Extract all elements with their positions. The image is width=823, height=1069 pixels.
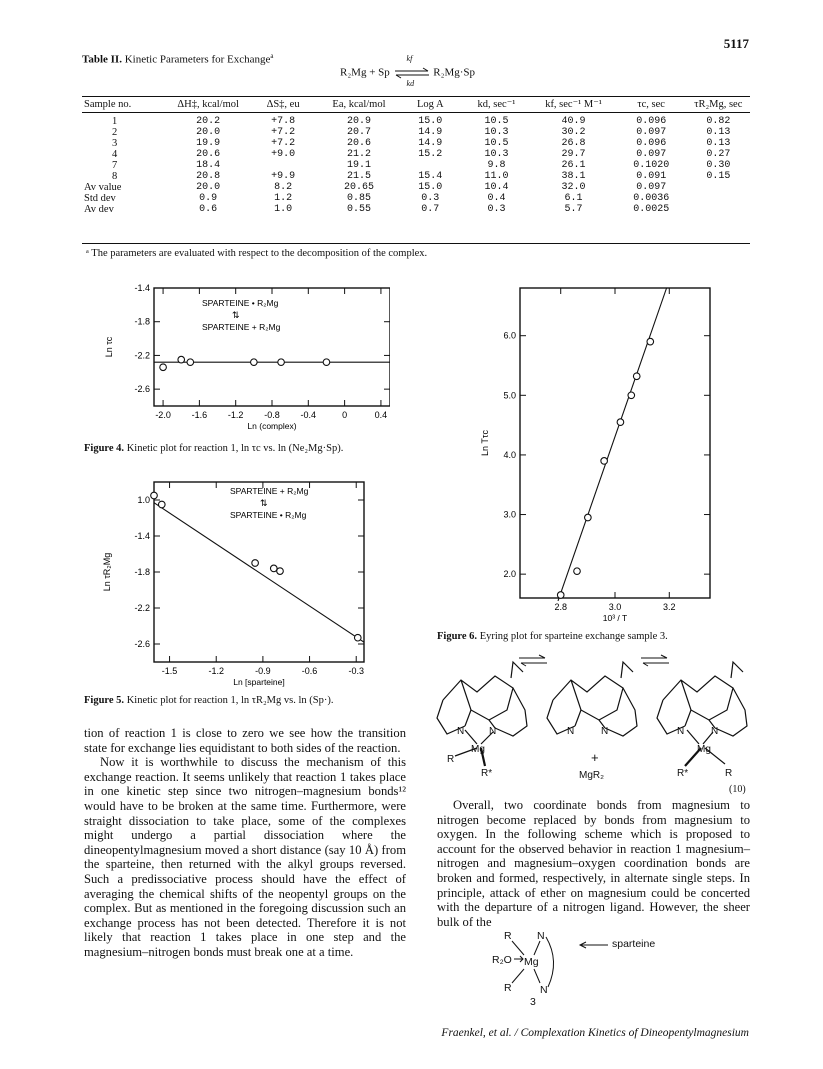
figure-5-caption-text: Kinetic plot for reaction 1, ln τR₂Mg vs. ln (Sp·). [126, 695, 334, 706]
table-cell: 4 [112, 149, 118, 160]
table-cell: +7.8 [271, 116, 296, 127]
table-cell: 0.9 [199, 193, 218, 204]
figure6-data-point [601, 458, 608, 465]
table-cell: 0.85 [346, 193, 371, 204]
figure5-ytick-label: -2.2 [134, 603, 150, 613]
figure6-xtick-label: 2.8 [554, 602, 567, 612]
figure6-xtick-label: 3.0 [608, 602, 622, 612]
table-cell: 21.2 [346, 149, 371, 160]
figure-6-label: Figure 6. [437, 631, 478, 642]
table-cell: 0.1020 [633, 160, 670, 171]
table-body [82, 113, 750, 216]
left-paragraph-2: Now it is worthwhile to discuss the mechanism of this exchange reaction. It seems unlikely that reaction 1 takes place in one kinetic step since two nitrogen–magnesium bonds¹² would have to be broken at the same time. Furthermore, were straight dissociation to take place, some of the complexes might undergo a partial dissociation where the dineopentylmagnesium moved a short distance (say 10 Å) from the sparteine, then returned with the alkyl groups reversed. Such a predissociative process should have the effect of averaging the chemical shifts of the neopentyl groups on the complex. But as mentioned in the foregoing discussion such an exchange process has not been detected. Therefore it is not likely that reaction 1 takes place in one step and the magnesium–nitrogen bonds must break one at a time. [84, 755, 406, 959]
figure6-data-point [574, 568, 581, 575]
table-cell: 0.096 [636, 116, 667, 127]
table-cell: 10.3 [484, 127, 509, 138]
reaction-left: R₂Mg + Sp [340, 66, 390, 79]
scheme3-n-bottom: N [540, 984, 548, 996]
figure6-ytick-label: 5.0 [503, 390, 516, 401]
scheme10-n-4: N [601, 726, 609, 737]
figure4-legend-bottom: SPARTEINE + R₂Mg [202, 322, 281, 332]
table-cell: 0.0025 [633, 204, 670, 215]
table-cell: 26.1 [561, 160, 586, 171]
table-cell: 20.2 [196, 116, 221, 127]
figure5-fit-line [154, 503, 364, 643]
figure6-ytick-label: 6.0 [503, 330, 516, 341]
table-cell: 0.4 [487, 193, 506, 204]
table-row [82, 182, 750, 193]
table-cell: 10.5 [484, 116, 509, 127]
scheme10-rstar-2: R* [677, 768, 689, 779]
figure6-xlabel: 10³ / T [602, 613, 628, 623]
reaction-kf: kf [406, 54, 413, 63]
figure-4-caption-text: Kinetic plot for reaction 1, ln τc vs. ln (Ne₂Mg·Sp). [126, 443, 344, 454]
figure4-xtick-label: 0 [342, 410, 348, 420]
figure5-data-point [252, 560, 259, 567]
figure-5-caption [84, 695, 333, 706]
table-header-cell: τR₂Mg, sec [687, 99, 750, 113]
table-cell: 9.8 [487, 160, 506, 171]
table-cell: 30.2 [561, 127, 586, 138]
table-cell: 0.13 [706, 138, 731, 149]
table-cell: +7.2 [271, 138, 296, 149]
table-cell: 15.4 [418, 171, 443, 182]
table-header-cell: Ea, kcal/mol [319, 99, 399, 113]
table-cell: 0.097 [636, 182, 667, 193]
table-caption [82, 52, 274, 66]
table-cell: 0.55 [346, 204, 371, 215]
table-cell: 10.4 [484, 182, 509, 193]
figure4-ytick-label: -2.2 [134, 350, 150, 361]
table-cell: 0.30 [706, 160, 731, 171]
figure4-xtick-label: 0.4 [374, 410, 388, 420]
equilibrium-arrows-icon [519, 655, 669, 666]
figure6-data-point [647, 338, 654, 345]
table-cell: 1 [112, 116, 118, 127]
table-cell: 29.7 [561, 149, 586, 160]
table-cell: 0.3 [487, 204, 506, 215]
figure4-xtick-label: -0.8 [264, 410, 280, 420]
table-reaction [340, 54, 476, 88]
scheme10-n-3: N [567, 726, 575, 737]
table-cell: 0.15 [706, 171, 731, 182]
scheme3-mg: Mg [524, 956, 539, 968]
table-row [82, 171, 750, 182]
table-cell: 20.7 [346, 127, 371, 138]
figure4-data-point [187, 359, 194, 366]
table-cell: 14.9 [418, 138, 443, 149]
figure5-data-point [277, 568, 284, 575]
figure5-data-point [354, 634, 361, 641]
table-cell: 20.0 [196, 182, 221, 193]
figure5-ytick-label: -2.6 [134, 639, 150, 649]
figure6-frame [520, 288, 710, 598]
scheme-10-structures [425, 648, 755, 798]
scheme10-mgr2: MgR₂ [579, 770, 604, 781]
figure4-legend-top: SPARTEINE • R₂Mg [202, 298, 279, 308]
table-cell [687, 182, 750, 193]
right-column-text [437, 798, 750, 929]
figure5-xtick-label: -0.9 [255, 666, 271, 676]
table-cell: 11.0 [484, 171, 509, 182]
page-number: 5117 [723, 36, 749, 51]
table-header-cell: kd, sec⁻¹ [462, 99, 532, 113]
table-row [82, 160, 750, 171]
scheme10-plus: + [591, 750, 599, 765]
scheme10-n-1: N [457, 726, 465, 737]
table-cell: 6.1 [564, 193, 583, 204]
scheme3-n-top: N [537, 930, 545, 942]
scheme3-r-top: R [504, 930, 512, 942]
left-column-text [84, 726, 406, 960]
table-cell: 0.091 [636, 171, 667, 182]
scheme3-r2o: R₂O [492, 954, 512, 966]
scheme10-n-5: N [677, 726, 685, 737]
equilibrium-arrow-icon [393, 66, 431, 80]
table-cell: 0.27 [706, 149, 731, 160]
table-cell: 0.096 [636, 138, 667, 149]
table-header-cell: kf, sec⁻¹ M⁻¹ [531, 99, 615, 113]
table-header-row [82, 99, 750, 113]
figure5-data-point [158, 501, 165, 508]
figure6-xtick-label: 3.2 [663, 602, 676, 612]
figure4-data-point [278, 359, 285, 366]
figure-5-plot [90, 472, 390, 694]
figure4-ytick-label: -2.6 [134, 384, 150, 395]
scheme10-n-2: N [489, 726, 497, 737]
table-bottom-rule [82, 243, 750, 244]
table-cell: 2 [112, 127, 118, 138]
table-cell: 1.0 [274, 204, 293, 215]
scheme-3-number: 3 [530, 996, 536, 1005]
kinetic-parameters-table [82, 99, 750, 215]
figure5-data-point [270, 565, 277, 572]
table-cell: 19.9 [196, 138, 221, 149]
table-row [82, 138, 750, 149]
figure4-ytick-label: -1.8 [134, 316, 150, 327]
table-cell: 20.6 [346, 138, 371, 149]
table-cell: +7.2 [271, 127, 296, 138]
table-cell: 18.4 [196, 160, 221, 171]
figure5-xlabel: Ln [sparteine] [233, 677, 285, 687]
table-header-cell: Log A [399, 99, 462, 113]
figure4-ytick-label: -1.4 [134, 283, 150, 293]
table-cell: 8.2 [274, 182, 293, 193]
figure5-ylabel: Ln τR₂Mg [102, 552, 112, 592]
figure5-ytick-label: -1.4 [134, 531, 150, 541]
table-cell: 26.8 [561, 138, 586, 149]
table-cell: 0.6 [199, 204, 218, 215]
table-row [82, 204, 750, 215]
figure5-xtick-label: -0.3 [348, 666, 364, 676]
figure-6-plot [470, 278, 720, 628]
figure4-legend-arrow: ⇅ [232, 310, 240, 320]
table-cell: 38.1 [561, 171, 586, 182]
table-cell: +9.0 [271, 149, 296, 160]
scheme10-r-2: R [725, 768, 733, 779]
figure4-xtick-label: -1.2 [227, 410, 244, 420]
table-cell: 0.13 [706, 127, 731, 138]
figure4-xtick-label: -1.6 [191, 410, 208, 420]
figure5-legend-bottom: SPARTEINE • R₂Mg [230, 510, 307, 520]
table-cell: 0.82 [706, 116, 731, 127]
table-cell: 15.2 [418, 149, 443, 160]
table-cell: 0.7 [421, 204, 440, 215]
table-cell: 21.5 [346, 171, 371, 182]
table-cell [687, 193, 750, 204]
figure6-ytick-label: 4.0 [503, 449, 516, 460]
figure6-data-point [557, 592, 564, 599]
scheme10-r-1: R [447, 754, 455, 765]
figure4-xlabel: Ln (complex) [247, 421, 297, 431]
table-footnote: ᵃ The parameters are evaluated with respect to the decomposition of the complex. [86, 248, 428, 259]
figure6-ytick-label: 3.0 [503, 509, 516, 520]
figure5-xtick-label: -0.6 [301, 666, 318, 676]
table-cell: 14.9 [418, 127, 443, 138]
table-title: Kinetic Parameters for Exchange [124, 53, 271, 66]
table-cell: 1.2 [274, 193, 293, 204]
reaction-kd: kd [406, 79, 415, 88]
left-paragraph-1: tion of reaction 1 is close to zero we see how the transition state for exchange lies equidistant to both sides of the reaction. [84, 726, 406, 755]
figure5-xtick-label: -1.5 [161, 666, 178, 676]
figure5-legend-top: SPARTEINE + R₂Mg [230, 486, 309, 496]
table-cell: 0.0036 [633, 193, 670, 204]
scheme10-rstar-1: R* [481, 768, 493, 779]
page-footer: Fraenkel, et al. / Complexation Kinetics of Dineopentylmagnesium [441, 1027, 749, 1039]
figure-6-caption-text: Eyring plot for sparteine exchange sample 3. [479, 631, 668, 642]
equilibrium-arrows [393, 54, 431, 88]
figure5-legend-arrow: ⇅ [260, 498, 268, 508]
sparteine-center-icon [547, 662, 637, 736]
figure6-data-point [628, 392, 635, 399]
table-cell: 19.1 [346, 160, 371, 171]
scheme10-n-6: N [711, 726, 719, 737]
figure6-data-point [585, 514, 592, 521]
figure4-data-point [160, 364, 167, 371]
figure-4-caption [84, 443, 343, 454]
table-title-note: a [270, 52, 274, 60]
table-cell: 20.65 [343, 182, 374, 193]
figure5-xtick-label: -1.2 [208, 666, 224, 676]
table-cell: 0.097 [636, 149, 667, 160]
table-cell: 15.0 [418, 182, 443, 193]
table-cell [399, 160, 462, 171]
figure5-ytick-label: 1.0 [137, 495, 150, 505]
figure5-ytick-label: -1.8 [134, 567, 150, 577]
table-cell: 3 [112, 138, 118, 149]
table-cell: 0.097 [636, 127, 667, 138]
table-cell [247, 160, 319, 171]
figure4-data-point [178, 356, 185, 363]
table-header-cell: ΔS‡, eu [247, 99, 319, 113]
figure4-xtick-label: -2.0 [155, 410, 171, 420]
figure5-data-point [151, 492, 158, 499]
figure4-ylabel: Ln τc [104, 336, 114, 358]
figure6-ytick-label: 2.0 [503, 569, 516, 580]
table-cell: 10.5 [484, 138, 509, 149]
figure4-data-point [323, 359, 330, 366]
figure6-data-point [633, 373, 640, 380]
figure6-ylabel: Ln Tτc [480, 430, 490, 456]
table-cell: Av dev [84, 204, 114, 215]
table-cell: +9.9 [271, 171, 296, 182]
figure-5-label: Figure 5. [84, 695, 125, 706]
table-row [82, 113, 750, 128]
right-paragraph: Overall, two coordinate bonds from magnesium to nitrogen become replaced by bonds from magnesium to oxygen. In the following scheme which is proposed to account for the observed behavior in reaction 1 magnesium–nitrogen and magnesium–oxygen coordination bonds are broken and formed, respectively, in alternate single steps. In principle, attack of ether on magnesium could be concerted with the departure of a nitrogen ligand. However, the sheer bulk of the [437, 798, 750, 929]
table-cell: 5.7 [564, 204, 583, 215]
figure6-data-point [617, 419, 624, 426]
figure6-fit-line [558, 288, 667, 601]
table-cell: 0.3 [421, 193, 440, 204]
figure4-data-point [251, 359, 258, 366]
table-cell: Std dev [84, 193, 116, 204]
reaction-right: R₂Mg·Sp [433, 66, 476, 79]
scheme-10-number: (10) [729, 784, 746, 795]
table-header-cell: ΔH‡, kcal/mol [169, 99, 247, 113]
figure4-xtick-label: -0.4 [300, 410, 317, 420]
scheme-3-structure [490, 925, 710, 1005]
scheme3-r-bottom: R [504, 982, 512, 994]
table-row [82, 149, 750, 160]
table-cell: 40.9 [561, 116, 586, 127]
table-cell: 8 [112, 171, 118, 182]
table-cell: 20.6 [196, 149, 221, 160]
table-row [82, 127, 750, 138]
table-cell: 20.0 [196, 127, 221, 138]
scheme3-sparteine-label: sparteine [612, 938, 656, 950]
table-cell: 15.0 [418, 116, 443, 127]
table-cell [687, 204, 750, 215]
figure-6-caption [437, 631, 668, 642]
scheme10-mg-1: Mg [471, 744, 485, 755]
figure-4-plot [90, 280, 390, 440]
scheme10-mg-2: Mg [697, 744, 711, 755]
table-cell: 20.9 [346, 116, 371, 127]
table-header-cell: τc, sec [616, 99, 687, 113]
table-top-rule [82, 96, 750, 97]
table-header-cell: Sample no. [82, 99, 169, 113]
table-cell: Av value [84, 182, 122, 193]
table-cell: 7 [112, 160, 118, 171]
figure-4-label: Figure 4. [84, 443, 125, 454]
table-cell: 20.8 [196, 171, 221, 182]
table-cell: 32.0 [561, 182, 586, 193]
table-row [82, 193, 750, 204]
table-label: Table II. [82, 53, 122, 66]
table-cell: 10.3 [484, 149, 509, 160]
